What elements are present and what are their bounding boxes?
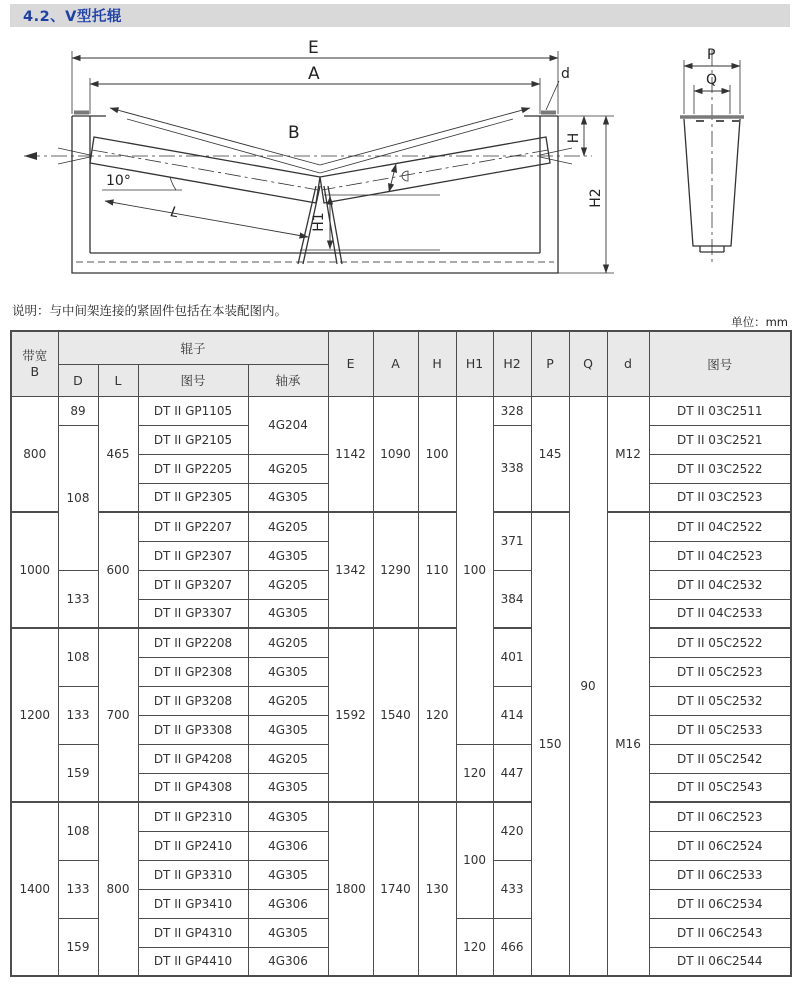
table-cell: DT II 04C2533: [649, 599, 791, 628]
table-cell: 150: [531, 512, 569, 976]
table-cell: DT II GP2410: [138, 831, 248, 860]
table-cell: 1342: [328, 512, 373, 628]
table-cell: 4G205: [248, 744, 328, 773]
technical-drawing: [10, 38, 790, 294]
table-cell: DT II 05C2532: [649, 686, 791, 715]
table-cell: DT II GP3410: [138, 889, 248, 918]
col-header-H: H: [418, 331, 456, 396]
table-cell: DT II GP3307: [138, 599, 248, 628]
table-cell: 4G205: [248, 512, 328, 541]
table-cell: 1592: [328, 628, 373, 802]
table-cell: DT II 05C2543: [649, 773, 791, 802]
angle-label: 10°: [106, 173, 131, 189]
table-cell: 1740: [373, 802, 418, 976]
table-cell: 1000: [11, 512, 58, 628]
table-cell: 800: [11, 396, 58, 512]
table-cell: DT II GP2310: [138, 802, 248, 831]
col-header-bandwidth: [11, 331, 58, 396]
col-header-H1: H1: [456, 331, 493, 396]
table-cell: 4G305: [248, 860, 328, 889]
table-cell: 133: [58, 860, 98, 918]
table-body: [11, 396, 791, 976]
table-cell: 4G205: [248, 570, 328, 599]
table-cell: 447: [493, 744, 531, 802]
table-cell: 1800: [328, 802, 373, 976]
table-cell: DT II 03C2511: [649, 396, 791, 425]
assembly-note: 说明：与中间架连接的紧固件包括在本装配图内。: [12, 303, 288, 318]
table-cell: 133: [58, 686, 98, 744]
table-cell: 1290: [373, 512, 418, 628]
table-cell: 1540: [373, 628, 418, 802]
col-header-bandwidth-text: 带宽: [22, 348, 48, 364]
table-cell: 130: [418, 802, 456, 976]
table-cell: DT II 06C2543: [649, 918, 791, 947]
table-cell: 108: [58, 425, 98, 570]
table-cell: DT II GP1105: [138, 396, 248, 425]
table-cell: DT II 05C2522: [649, 628, 791, 657]
table-cell: 466: [493, 918, 531, 976]
unit-label: 单位：mm: [731, 315, 788, 329]
table-header: [11, 331, 791, 396]
dim-label-P: P: [707, 47, 716, 63]
table-cell: 4G205: [248, 686, 328, 715]
dim-label-Q: Q: [706, 72, 718, 88]
table-cell: 414: [493, 686, 531, 744]
table-cell: DT II 04C2522: [649, 512, 791, 541]
col-header-roller-L: L: [98, 364, 138, 396]
col-header-bandwidth-sub: B: [30, 363, 40, 379]
table-cell: DT II GP3207: [138, 570, 248, 599]
centerline-arrow: [24, 152, 37, 160]
col-header-P: P: [531, 331, 569, 396]
table-row: [11, 802, 791, 831]
table-cell: 4G306: [248, 889, 328, 918]
table-cell: 800: [98, 802, 138, 976]
table-row: [11, 396, 791, 425]
dim-label-H1: H1: [311, 212, 327, 232]
table-cell: DT II 06C2544: [649, 947, 791, 976]
table-cell: DT II GP4308: [138, 773, 248, 802]
dim-label-H2: H2: [588, 188, 604, 208]
table-cell: 159: [58, 918, 98, 976]
table-cell: 133: [58, 570, 98, 628]
table-cell: 401: [493, 628, 531, 686]
table-cell: 338: [493, 425, 531, 512]
table-cell: DT II 04C2532: [649, 570, 791, 599]
table-cell: M12: [607, 396, 649, 512]
col-header-drawing-no: 图号: [649, 331, 791, 396]
table-cell: 1090: [373, 396, 418, 512]
table-cell: 120: [418, 628, 456, 802]
table-cell: 1200: [11, 628, 58, 802]
col-header-roller-D: D: [58, 364, 98, 396]
table-cell: 100: [456, 802, 493, 918]
table-cell: 4G305: [248, 541, 328, 570]
dim-label-E: E: [308, 38, 319, 58]
table-cell: 4G204: [248, 396, 328, 454]
dim-label-A: A: [308, 64, 320, 84]
table-cell: DT II GP2308: [138, 657, 248, 686]
table-cell: 4G205: [248, 454, 328, 483]
table-cell: 1142: [328, 396, 373, 512]
table-cell: DT II 04C2523: [649, 541, 791, 570]
table-cell: DT II 05C2523: [649, 657, 791, 686]
table-cell: 433: [493, 860, 531, 918]
table-cell: DT II 06C2523: [649, 802, 791, 831]
table-cell: DT II 06C2534: [649, 889, 791, 918]
table-cell: 4G306: [248, 831, 328, 860]
table-cell: 110: [418, 512, 456, 628]
table-cell: DT II GP2307: [138, 541, 248, 570]
table-cell: DT II GP4208: [138, 744, 248, 773]
table-cell: 100: [456, 396, 493, 744]
table-cell: 159: [58, 744, 98, 802]
spec-table: [10, 330, 792, 977]
table-cell: DT II 05C2533: [649, 715, 791, 744]
table-cell: 328: [493, 396, 531, 425]
dim-label-H: H: [566, 132, 582, 144]
table-cell: 4G305: [248, 599, 328, 628]
table-cell: 4G306: [248, 947, 328, 976]
table-cell: 465: [98, 396, 138, 512]
section-title: 4.2、V型托辊: [23, 9, 122, 25]
col-header-Q: Q: [569, 331, 607, 396]
col-header-roller-drawing-no: 图号: [138, 364, 248, 396]
table-cell: 145: [531, 396, 569, 512]
table-cell: DT II GP2105: [138, 425, 248, 454]
table-cell: 4G305: [248, 802, 328, 831]
table-cell: 108: [58, 802, 98, 860]
table-cell: 4G305: [248, 773, 328, 802]
table-cell: 120: [456, 744, 493, 802]
table-cell: DT II 06C2533: [649, 860, 791, 889]
table-cell: 384: [493, 570, 531, 628]
table-cell: DT II GP4410: [138, 947, 248, 976]
table-cell: 90: [569, 396, 607, 976]
table-cell: 420: [493, 802, 531, 860]
table-cell: DT II GP2205: [138, 454, 248, 483]
table-cell: M16: [607, 512, 649, 976]
table-row: [11, 628, 791, 657]
table-cell: 108: [58, 628, 98, 686]
table-cell: DT II GP2305: [138, 483, 248, 512]
table-cell: DT II GP3308: [138, 715, 248, 744]
dim-label-B: B: [288, 123, 300, 143]
col-header-roller-group: 辊子: [58, 331, 328, 364]
table-cell: 4G205: [248, 628, 328, 657]
table-cell: 100: [418, 396, 456, 512]
table-cell: DT II GP4310: [138, 918, 248, 947]
table-cell: 4G305: [248, 918, 328, 947]
table-cell: 89: [58, 396, 98, 425]
col-header-d: d: [607, 331, 649, 396]
table-cell: DT II 03C2522: [649, 454, 791, 483]
table-cell: 700: [98, 628, 138, 802]
table-row: [11, 512, 791, 541]
col-header-A: A: [373, 331, 418, 396]
table-cell: DT II GP2208: [138, 628, 248, 657]
dim-label-d: d: [561, 66, 570, 82]
table-cell: 120: [456, 918, 493, 976]
table-cell: DT II 03C2521: [649, 425, 791, 454]
table-cell: DT II 05C2542: [649, 744, 791, 773]
col-header-roller-bearing: 轴承: [248, 364, 328, 396]
table-cell: 4G305: [248, 483, 328, 512]
table-cell: 371: [493, 512, 531, 570]
v-idler-assembly-diagram: [10, 38, 790, 294]
dim-label-L: L: [169, 204, 180, 222]
table-cell: 600: [98, 512, 138, 628]
col-header-H2: H2: [493, 331, 531, 396]
table-cell: 4G305: [248, 657, 328, 686]
table-cell: DT II GP3310: [138, 860, 248, 889]
section-title-bar: [10, 4, 790, 27]
table-cell: DT II GP3208: [138, 686, 248, 715]
table-cell: 4G305: [248, 715, 328, 744]
table-cell: DT II 03C2523: [649, 483, 791, 512]
table-cell: DT II GP2207: [138, 512, 248, 541]
table-cell: DT II 06C2524: [649, 831, 791, 860]
table-cell: 1400: [11, 802, 58, 976]
col-header-E: E: [328, 331, 373, 396]
